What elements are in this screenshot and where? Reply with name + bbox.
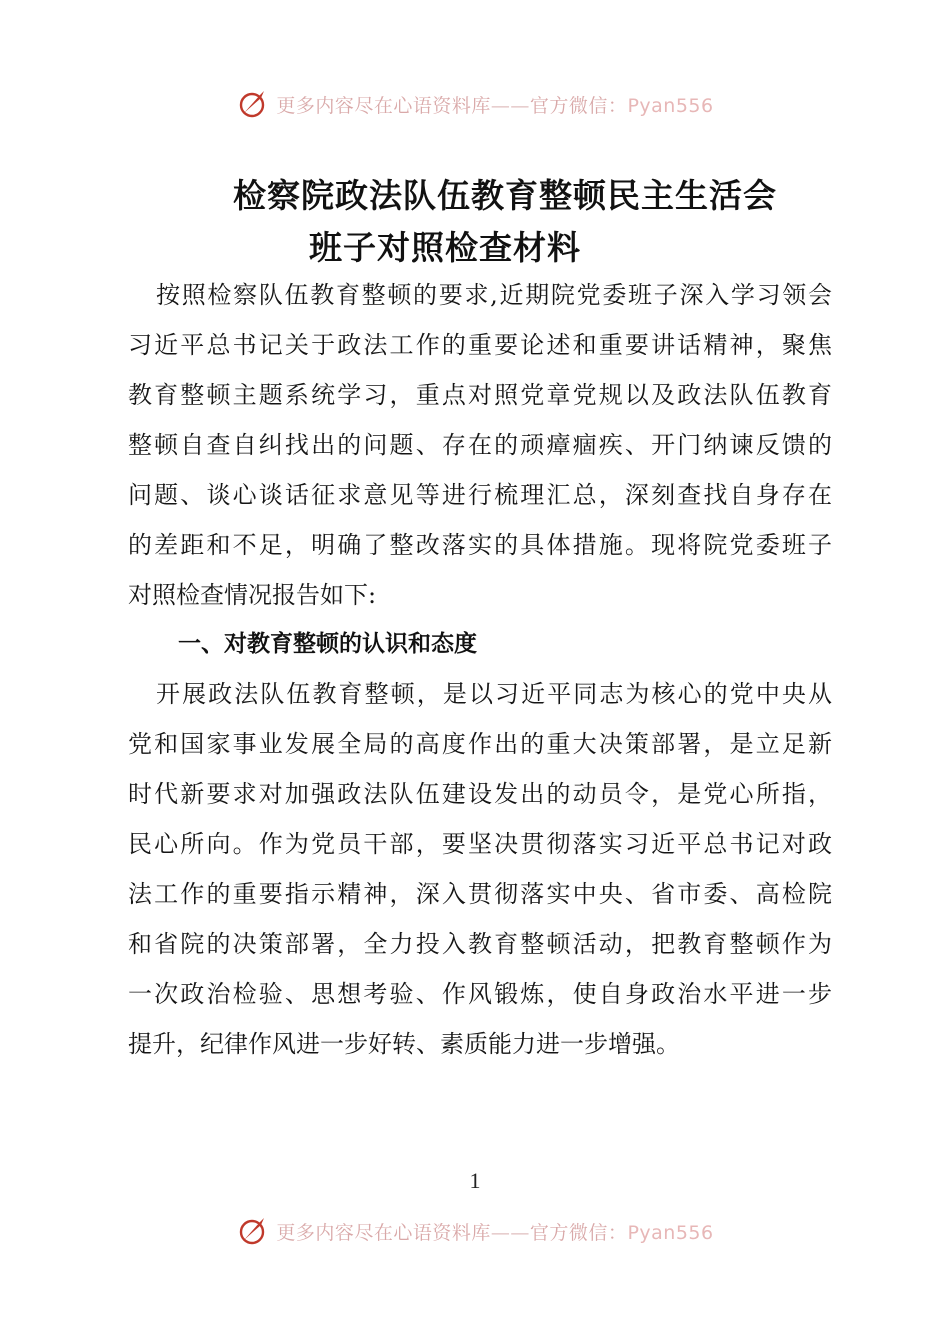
section1-line-7: 一次政治检验、思想考验、作风锻炼，使自身政治水平进一步 [128,980,832,1008]
section1-line-5: 法工作的重要指示精神，深入贯彻落实中央、省市委、高检院 [128,880,832,908]
intro-line-7: 对照检查情况报告如下: [128,581,377,609]
watermark-text [276,1218,713,1245]
intro-line-1: 按照检察队伍教育整顿的要求,近期院党委班子深入学习领会 [156,281,832,309]
intro-line-6: 的差距和不足，明确了整改落实的具体措施。现将院党委班子 [128,531,832,559]
quill-logo-icon [236,1214,270,1248]
watermark-prefix: 更多内容尽在心语资料库 [276,1221,491,1244]
intro-line-5: 问题、谈心谈话征求意见等进行梳理汇总，深刻查找自身存在 [128,481,832,509]
section1-line-4: 民心所向。作为党员干部，要坚决贯彻落实习近平总书记对政 [128,830,832,858]
intro-line-3: 教育整顿主题系统学习，重点对照党章党规以及政法队伍教育 [128,381,832,409]
footer-watermark [0,1211,950,1251]
intro-line-2: 习近平总书记关于政法工作的重要论述和重要讲话精神，聚焦 [128,331,832,359]
document-title-line-2: 班子对照检查材料 [309,228,581,267]
section1-line-2: 党和国家事业发展全局的高度作出的重大决策部署，是立足新 [128,730,832,758]
watermark-prefix: 更多内容尽在心语资料库 [276,94,491,117]
section1-line-8: 提升，纪律作风进一步好转、素质能力进一步增强。 [128,1030,680,1058]
watermark-separator: —— [490,94,530,117]
quill-logo-icon [236,87,270,121]
section1-line-3: 时代新要求对加强政法队伍建设发出的动员令，是党心所指， [128,780,832,808]
document-title-line-1: 检察院政法队伍教育整顿民主生活会 [233,176,777,215]
watermark-text [276,91,713,118]
watermark-label: 官方微信： [529,1221,628,1244]
section-heading-1: 一、对教育整顿的认识和态度 [178,631,477,657]
section1-line-6: 和省院的决策部署，全力投入教育整顿活动，把教育整顿作为 [128,930,832,958]
watermark-label: 官方微信： [529,94,628,117]
watermark-id: Pyan556 [627,1221,714,1244]
watermark-id: Pyan556 [627,94,714,117]
watermark-separator: —— [490,1221,530,1244]
intro-line-4: 整顿自查自纠找出的问题、存在的顽瘴痼疾、开门纳谏反馈的 [128,431,832,459]
header-watermark [0,84,950,124]
page-number: 1 [469,1168,481,1193]
section1-line-1: 开展政法队伍教育整顿，是以习近平同志为核心的党中央从 [156,680,832,708]
